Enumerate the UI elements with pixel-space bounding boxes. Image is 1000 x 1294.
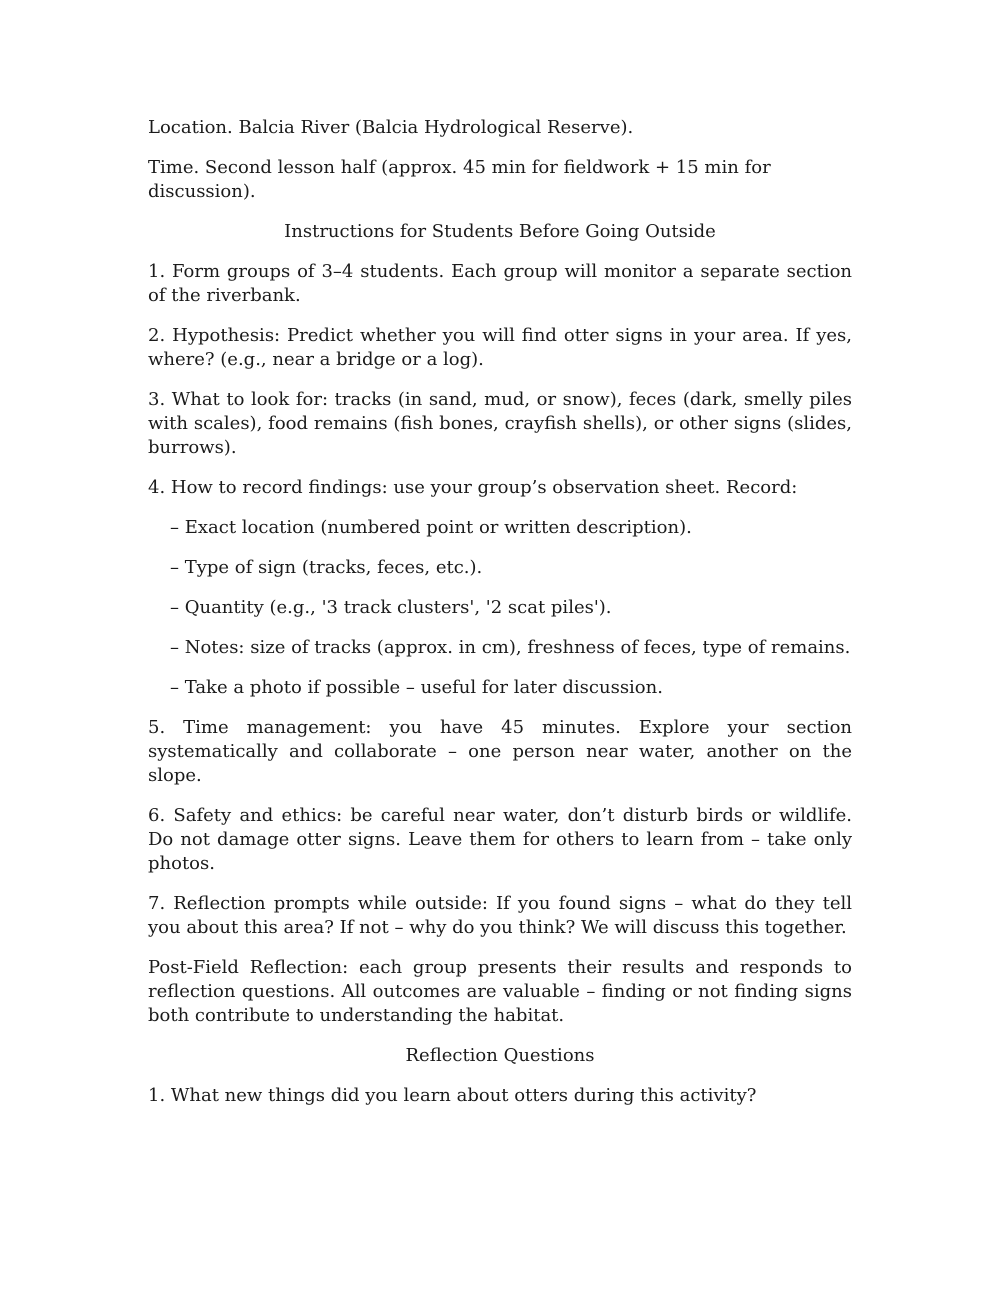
record-item-notes: – Notes: size of tracks (approx. in cm), freshness of feces, type of remains. — [170, 637, 851, 658]
location-line: Location. Balcia River (Balcia Hydrological Reserve). — [148, 117, 634, 138]
step-2: 2. Hypothesis: Predict whether you will find otter signs in your area. If yes, where? (e.g., near a bridge or a log). — [148, 325, 852, 370]
step-7: 7. Reflection prompts while outside: If you found signs – what do they tell you about this area? If not – why do you think? We will discuss this together. — [148, 893, 852, 938]
step-4: 4. How to record findings: use your group’s observation sheet. Record: — [148, 477, 798, 498]
step-1: 1. Form groups of 3–4 students. Each group will monitor a separate section of the riverbank. — [148, 261, 852, 306]
step-5: 5. Time management: you have 45 minutes. Explore your section systematically and collaborate – one person near water, another on the slope. — [148, 717, 852, 786]
reflection-heading: Reflection Questions — [405, 1045, 595, 1066]
post-field-reflection: Post-Field Reflection: each group presents their results and responds to reflection questions. All outcomes are valuable – finding or not finding signs both contribute to understanding the habitat. — [148, 957, 852, 1026]
document-page — [148, 116, 852, 1124]
step-3: 3. What to look for: tracks (in sand, mud, or snow), feces (dark, smelly piles with scales), food remains (fish bones, crayfish shells), or other signs (slides, burrows). — [148, 389, 852, 458]
record-item-location: – Exact location (numbered point or written description). — [170, 517, 692, 538]
step-6: 6. Safety and ethics: be careful near water, don’t disturb birds or wildlife. Do not damage otter signs. Leave them for others to learn from – take only photos. — [148, 805, 852, 874]
reflection-question-1: 1. What new things did you learn about otters during this activity? — [148, 1085, 757, 1106]
record-item-photo: – Take a photo if possible – useful for later discussion. — [170, 677, 663, 698]
time-line: Time. Second lesson half (approx. 45 min for fieldwork + 15 min for discussion). — [148, 157, 771, 202]
record-item-quantity: – Quantity (e.g., '3 track clusters', '2 scat piles'). — [170, 597, 612, 618]
record-item-type: – Type of sign (tracks, feces, etc.). — [170, 557, 483, 578]
instructions-heading: Instructions for Students Before Going Outside — [284, 221, 716, 242]
